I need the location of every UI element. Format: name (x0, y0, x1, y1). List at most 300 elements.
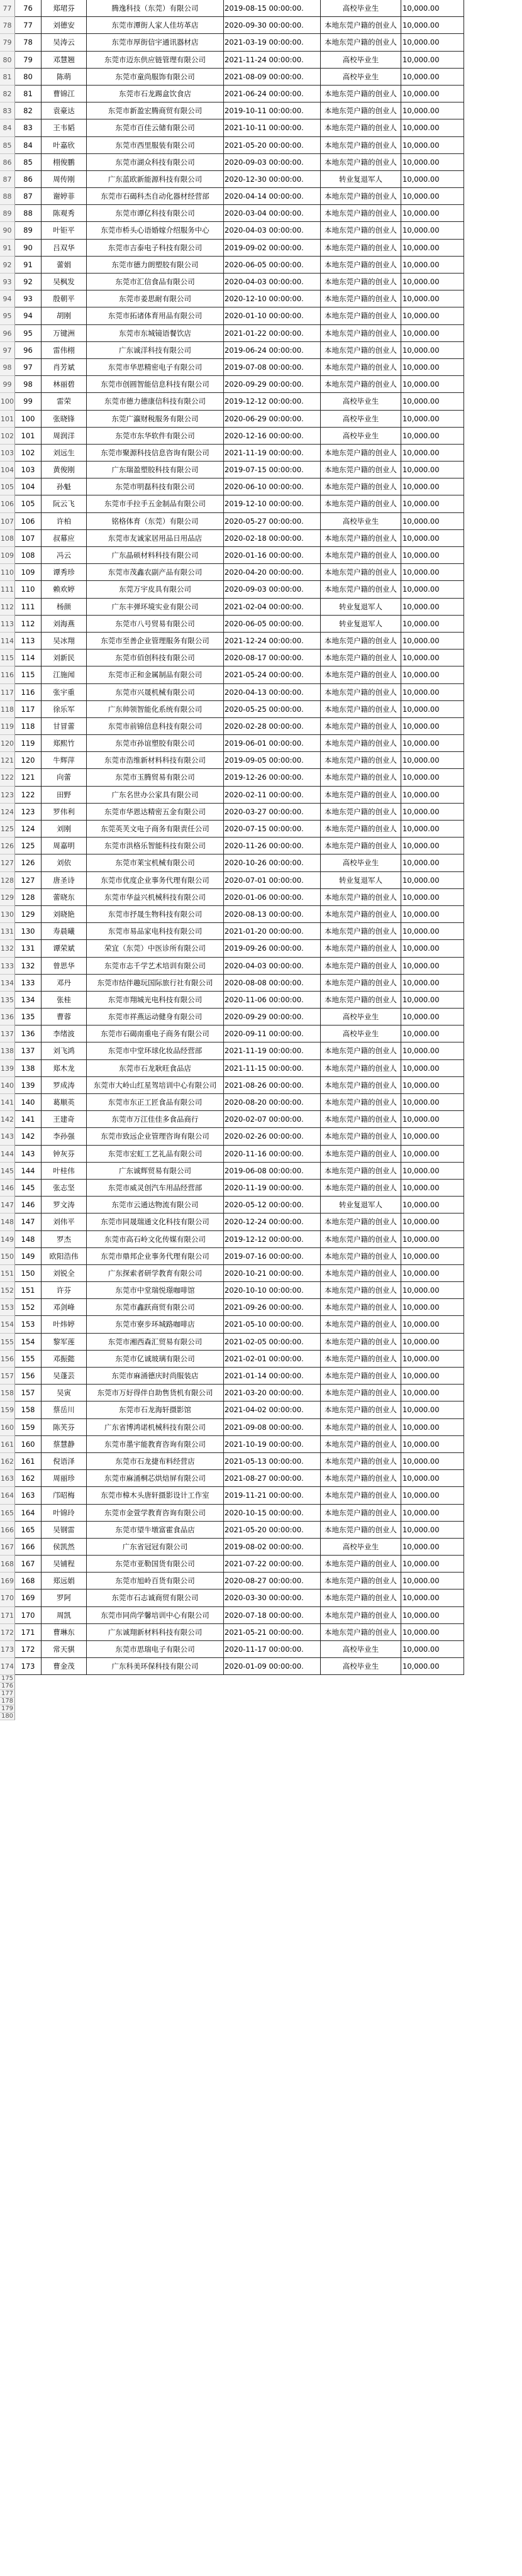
date-cell[interactable]: 2020-04-03 00:00:00. (224, 222, 321, 239)
sequence-cell[interactable]: 98 (15, 376, 42, 393)
row-number[interactable]: 107 (0, 513, 15, 530)
category-cell[interactable]: 转业复退军人 (321, 1197, 401, 1213)
sequence-cell[interactable]: 134 (15, 992, 42, 1009)
row-number[interactable]: 97 (0, 342, 15, 359)
row-number[interactable]: 116 (0, 666, 15, 683)
amount-cell[interactable]: 10,000.00 (401, 1470, 464, 1487)
sequence-cell[interactable]: 115 (15, 666, 42, 683)
company-cell[interactable]: 东莞市桥头心语婚嫁介绍服务中心 (87, 222, 224, 239)
sequence-cell[interactable]: 160 (15, 1436, 42, 1453)
amount-cell[interactable]: 10,000.00 (401, 205, 464, 222)
company-cell[interactable]: 东莞市麻涌德庆时尚服装店 (87, 1368, 224, 1385)
company-cell[interactable]: 东莞市佰创科技有限公司 (87, 650, 224, 666)
sequence-cell[interactable]: 163 (15, 1487, 42, 1504)
sequence-cell[interactable]: 156 (15, 1368, 42, 1385)
sequence-cell[interactable]: 158 (15, 1401, 42, 1418)
amount-cell[interactable]: 10,000.00 (401, 1573, 464, 1589)
date-cell[interactable]: 2020-03-27 00:00:00. (224, 804, 321, 821)
category-cell[interactable]: 高校毕业生 (321, 1009, 401, 1025)
name-cell[interactable]: 唐圣诗 (42, 872, 87, 889)
name-cell[interactable]: 刘晓艳 (42, 906, 87, 923)
row-number[interactable]: 78 (0, 17, 15, 34)
company-cell[interactable]: 腾逸科技（东莞）有限公司 (87, 0, 224, 17)
name-cell[interactable]: 吴铺程 (42, 1556, 87, 1573)
company-cell[interactable]: 东莞市石碣南重电子商务有限公司 (87, 1025, 224, 1042)
name-cell[interactable]: 杨颜 (42, 599, 87, 616)
amount-cell[interactable]: 10,000.00 (401, 307, 464, 324)
amount-cell[interactable]: 10,000.00 (401, 86, 464, 102)
row-number[interactable]: 103 (0, 445, 15, 462)
name-cell[interactable]: 蕾晓东 (42, 889, 87, 906)
row-number[interactable]: 150 (0, 1248, 15, 1265)
sequence-cell[interactable]: 101 (15, 428, 42, 445)
amount-cell[interactable]: 10,000.00 (401, 1265, 464, 1282)
category-cell[interactable]: 本地东莞户籍的创业人 (321, 975, 401, 992)
category-cell[interactable]: 本地东莞户籍的创业人 (321, 154, 401, 171)
amount-cell[interactable]: 10,000.00 (401, 1213, 464, 1230)
date-cell[interactable]: 2021-10-11 00:00:00. (224, 119, 321, 136)
company-cell[interactable]: 东莞市正和金属制品有限公司 (87, 666, 224, 683)
company-cell[interactable]: 广东蓝欧新能源科技有限公司 (87, 171, 224, 188)
sequence-cell[interactable]: 133 (15, 975, 42, 992)
name-cell[interactable]: 曹琳东 (42, 1624, 87, 1641)
company-cell[interactable]: 东莞市迈东供应链管理有限公司 (87, 52, 224, 69)
name-cell[interactable]: 袁豪达 (42, 102, 87, 119)
row-number[interactable]: 156 (0, 1351, 15, 1368)
name-cell[interactable]: 赖欢婷 (42, 581, 87, 598)
sequence-cell[interactable]: 81 (15, 86, 42, 102)
sequence-cell[interactable]: 116 (15, 684, 42, 701)
category-cell[interactable]: 本地东莞户籍的创业人 (321, 1368, 401, 1385)
category-cell[interactable]: 高校毕业生 (321, 1025, 401, 1042)
category-cell[interactable]: 本地东莞户籍的创业人 (321, 1248, 401, 1265)
row-number[interactable]: 125 (0, 821, 15, 837)
sequence-cell[interactable]: 126 (15, 854, 42, 871)
category-cell[interactable]: 本地东莞户籍的创业人 (321, 102, 401, 119)
company-cell[interactable]: 东莞市思瑞电子有限公司 (87, 1641, 224, 1658)
amount-cell[interactable]: 10,000.00 (401, 581, 464, 598)
date-cell[interactable]: 2021-12-24 00:00:00. (224, 633, 321, 650)
name-cell[interactable]: 欧阳浩伟 (42, 1248, 87, 1265)
category-cell[interactable]: 本地东莞户籍的创业人 (321, 837, 401, 854)
date-cell[interactable]: 2021-11-24 00:00:00. (224, 52, 321, 69)
company-cell[interactable]: 东莞市至善企业管理服务有限公司 (87, 633, 224, 650)
date-cell[interactable]: 2020-10-26 00:00:00. (224, 854, 321, 871)
amount-cell[interactable]: 10,000.00 (401, 769, 464, 786)
name-cell[interactable]: 张晓锋 (42, 411, 87, 428)
row-number[interactable]: 113 (0, 616, 15, 633)
name-cell[interactable]: 吴枫发 (42, 274, 87, 290)
row-number[interactable]: 174 (0, 1658, 15, 1675)
name-cell[interactable]: 吴寅 (42, 1385, 87, 1401)
date-cell[interactable]: 2021-11-15 00:00:00. (224, 1060, 321, 1077)
date-cell[interactable]: 2020-02-26 00:00:00. (224, 1128, 321, 1145)
amount-cell[interactable]: 10,000.00 (401, 1624, 464, 1641)
category-cell[interactable]: 本地东莞户籍的创业人 (321, 1094, 401, 1111)
date-cell[interactable]: 2021-02-04 00:00:00. (224, 599, 321, 616)
company-cell[interactable]: 东莞市茂鑫农副产品有限公司 (87, 564, 224, 581)
category-cell[interactable]: 本地东莞户籍的创业人 (321, 205, 401, 222)
name-cell[interactable]: 吴冰翔 (42, 633, 87, 650)
company-cell[interactable]: 东莞市亚勒国货有限公司 (87, 1556, 224, 1573)
amount-cell[interactable]: 10,000.00 (401, 325, 464, 342)
amount-cell[interactable]: 10,000.00 (401, 940, 464, 957)
company-cell[interactable]: 东莞市湘西森汇贸易有限公司 (87, 1334, 224, 1351)
company-cell[interactable]: 东莞市前锦信息科技有限公司 (87, 718, 224, 735)
row-number[interactable]: 149 (0, 1231, 15, 1248)
amount-cell[interactable]: 10,000.00 (401, 393, 464, 410)
name-cell[interactable]: 李绪波 (42, 1025, 87, 1042)
amount-cell[interactable]: 10,000.00 (401, 837, 464, 854)
name-cell[interactable]: 殷朝平 (42, 290, 87, 307)
date-cell[interactable]: 2021-04-02 00:00:00. (224, 1401, 321, 1418)
category-cell[interactable]: 转业复退军人 (321, 599, 401, 616)
date-cell[interactable]: 2021-01-22 00:00:00. (224, 325, 321, 342)
name-cell[interactable]: 叶锦玲 (42, 1505, 87, 1522)
category-cell[interactable]: 高校毕业生 (321, 52, 401, 69)
amount-cell[interactable]: 10,000.00 (401, 616, 464, 633)
row-number[interactable]: 87 (0, 171, 15, 188)
row-number[interactable]: 147 (0, 1197, 15, 1213)
amount-cell[interactable]: 10,000.00 (401, 1607, 464, 1624)
sequence-cell[interactable]: 117 (15, 701, 42, 718)
sequence-cell[interactable]: 85 (15, 154, 42, 171)
date-cell[interactable]: 2020-09-03 00:00:00. (224, 154, 321, 171)
amount-cell[interactable]: 10,000.00 (401, 889, 464, 906)
category-cell[interactable]: 本地东莞户籍的创业人 (321, 958, 401, 975)
company-cell[interactable]: 东莞市手拉手五金制品有限公司 (87, 495, 224, 512)
row-number[interactable]: 102 (0, 428, 15, 445)
amount-cell[interactable]: 10,000.00 (401, 530, 464, 547)
row-number[interactable]: 101 (0, 411, 15, 428)
date-cell[interactable]: 2021-08-26 00:00:00. (224, 1077, 321, 1094)
category-cell[interactable]: 本地东莞户籍的创业人 (321, 290, 401, 307)
sequence-cell[interactable]: 125 (15, 837, 42, 854)
row-number[interactable]: 115 (0, 650, 15, 666)
name-cell[interactable]: 侯凯然 (42, 1539, 87, 1556)
date-cell[interactable]: 2020-01-06 00:00:00. (224, 889, 321, 906)
sequence-cell[interactable]: 159 (15, 1419, 42, 1436)
company-cell[interactable]: 东莞市中堂环球化妆品经营部 (87, 1042, 224, 1059)
row-number[interactable]: 85 (0, 137, 15, 154)
sequence-cell[interactable]: 155 (15, 1351, 42, 1368)
amount-cell[interactable]: 10,000.00 (401, 1453, 464, 1470)
sequence-cell[interactable]: 124 (15, 821, 42, 837)
sequence-cell[interactable]: 144 (15, 1163, 42, 1180)
row-number[interactable]: 129 (0, 889, 15, 906)
name-cell[interactable]: 谢婷菲 (42, 188, 87, 205)
date-cell[interactable]: 2020-04-14 00:00:00. (224, 188, 321, 205)
company-cell[interactable]: 东莞市同晟瑞通文化科技有限公司 (87, 1213, 224, 1230)
category-cell[interactable]: 本地东莞户籍的创业人 (321, 445, 401, 462)
company-cell[interactable]: 东莞市樟木头唐轩摄影设计工作室 (87, 1487, 224, 1504)
company-cell[interactable]: 东莞市八号贸易有限公司 (87, 616, 224, 633)
date-cell[interactable]: 2019-12-10 00:00:00. (224, 495, 321, 512)
company-cell[interactable]: 广东晶硕材料科技有限公司 (87, 547, 224, 564)
sequence-cell[interactable]: 97 (15, 359, 42, 376)
name-cell[interactable]: 寿晨曦 (42, 923, 87, 940)
category-cell[interactable]: 本地东莞户籍的创业人 (321, 1351, 401, 1368)
date-cell[interactable]: 2020-09-29 00:00:00. (224, 376, 321, 393)
company-cell[interactable]: 广东科美环保科技有限公司 (87, 1658, 224, 1675)
row-number[interactable]: 96 (0, 325, 15, 342)
row-number[interactable]: 100 (0, 393, 15, 410)
date-cell[interactable]: 2020-12-24 00:00:00. (224, 1213, 321, 1230)
date-cell[interactable]: 2020-04-03 00:00:00. (224, 274, 321, 290)
sequence-cell[interactable]: 173 (15, 1658, 42, 1675)
amount-cell[interactable]: 10,000.00 (401, 1658, 464, 1675)
company-cell[interactable]: 东莞市新盈宏腾商贸有限公司 (87, 102, 224, 119)
amount-cell[interactable]: 10,000.00 (401, 69, 464, 86)
amount-cell[interactable]: 10,000.00 (401, 1025, 464, 1042)
sequence-cell[interactable]: 77 (15, 17, 42, 34)
sequence-cell[interactable]: 131 (15, 940, 42, 957)
company-cell[interactable]: 东莞市亿诚玻璃有限公司 (87, 1351, 224, 1368)
company-cell[interactable]: 东莞市潭街人家人佳坊革店 (87, 17, 224, 34)
date-cell[interactable]: 2020-09-29 00:00:00. (224, 1009, 321, 1025)
row-number[interactable]: 135 (0, 992, 15, 1009)
date-cell[interactable]: 2020-10-21 00:00:00. (224, 1265, 321, 1282)
name-cell[interactable]: 吴蓬芸 (42, 1368, 87, 1385)
category-cell[interactable]: 本地东莞户籍的创业人 (321, 1556, 401, 1573)
name-cell[interactable]: 罗阿 (42, 1589, 87, 1606)
amount-cell[interactable]: 10,000.00 (401, 188, 464, 205)
name-cell[interactable]: 叶嘉欣 (42, 137, 87, 154)
name-cell[interactable]: 常天骐 (42, 1641, 87, 1658)
amount-cell[interactable]: 10,000.00 (401, 428, 464, 445)
amount-cell[interactable]: 10,000.00 (401, 1180, 464, 1197)
company-cell[interactable]: 东莞英芙文电子商务有限责任公司 (87, 821, 224, 837)
category-cell[interactable]: 本地东莞户籍的创业人 (321, 684, 401, 701)
amount-cell[interactable]: 10,000.00 (401, 735, 464, 752)
row-number[interactable]: 170 (0, 1589, 15, 1606)
date-cell[interactable]: 2019-10-11 00:00:00. (224, 102, 321, 119)
date-cell[interactable]: 2020-11-16 00:00:00. (224, 1146, 321, 1163)
category-cell[interactable]: 本地东莞户籍的创业人 (321, 1470, 401, 1487)
row-number[interactable]: 105 (0, 478, 15, 495)
amount-cell[interactable]: 10,000.00 (401, 1505, 464, 1522)
date-cell[interactable]: 2019-09-02 00:00:00. (224, 240, 321, 257)
amount-cell[interactable]: 10,000.00 (401, 495, 464, 512)
row-number[interactable]: 162 (0, 1453, 15, 1470)
sequence-cell[interactable]: 168 (15, 1573, 42, 1589)
row-number[interactable]: 114 (0, 633, 15, 650)
category-cell[interactable]: 本地东莞户籍的创业人 (321, 1299, 401, 1316)
row-number[interactable]: 81 (0, 69, 15, 86)
row-number[interactable]: 99 (0, 376, 15, 393)
date-cell[interactable]: 2021-09-26 00:00:00. (224, 1299, 321, 1316)
company-cell[interactable]: 东莞广瀛财税服务有限公司 (87, 411, 224, 428)
row-number[interactable]: 158 (0, 1385, 15, 1401)
name-cell[interactable]: 郑远娟 (42, 1573, 87, 1589)
amount-cell[interactable]: 10,000.00 (401, 1077, 464, 1094)
category-cell[interactable]: 本地东莞户籍的创业人 (321, 257, 401, 274)
category-cell[interactable]: 本地东莞户籍的创业人 (321, 650, 401, 666)
name-cell[interactable]: 钟灰芬 (42, 1146, 87, 1163)
date-cell[interactable]: 2020-01-09 00:00:00. (224, 1658, 321, 1675)
category-cell[interactable]: 本地东莞户籍的创业人 (321, 547, 401, 564)
category-cell[interactable]: 本地东莞户籍的创业人 (321, 1316, 401, 1333)
sequence-cell[interactable]: 76 (15, 0, 42, 17)
category-cell[interactable]: 本地东莞户籍的创业人 (321, 735, 401, 752)
sequence-cell[interactable]: 109 (15, 564, 42, 581)
row-number[interactable]: 92 (0, 257, 15, 274)
company-cell[interactable]: 东莞市谭亿科技有限公司 (87, 205, 224, 222)
date-cell[interactable]: 2021-02-01 00:00:00. (224, 1351, 321, 1368)
sequence-cell[interactable]: 130 (15, 923, 42, 940)
amount-cell[interactable]: 10,000.00 (401, 1641, 464, 1658)
name-cell[interactable]: 郑熙竹 (42, 735, 87, 752)
date-cell[interactable]: 2021-07-22 00:00:00. (224, 1556, 321, 1573)
category-cell[interactable]: 本地东莞户籍的创业人 (321, 1522, 401, 1539)
sequence-cell[interactable]: 166 (15, 1539, 42, 1556)
sequence-cell[interactable]: 113 (15, 633, 42, 650)
amount-cell[interactable]: 10,000.00 (401, 1094, 464, 1111)
row-number[interactable]: 140 (0, 1077, 15, 1094)
company-cell[interactable]: 广东帅领智能化系统有限公司 (87, 701, 224, 718)
sequence-cell[interactable]: 86 (15, 171, 42, 188)
row-number[interactable]: 124 (0, 804, 15, 821)
category-cell[interactable]: 本地东莞户籍的创业人 (321, 86, 401, 102)
row-number[interactable]: 157 (0, 1368, 15, 1385)
amount-cell[interactable]: 10,000.00 (401, 462, 464, 478)
date-cell[interactable]: 2019-09-05 00:00:00. (224, 752, 321, 769)
sequence-cell[interactable]: 127 (15, 872, 42, 889)
amount-cell[interactable]: 10,000.00 (401, 923, 464, 940)
amount-cell[interactable]: 10,000.00 (401, 1146, 464, 1163)
row-number[interactable]: 141 (0, 1094, 15, 1111)
category-cell[interactable]: 高校毕业生 (321, 411, 401, 428)
name-cell[interactable]: 牛辉萍 (42, 752, 87, 769)
date-cell[interactable]: 2019-08-15 00:00:00. (224, 0, 321, 17)
sequence-cell[interactable]: 146 (15, 1197, 42, 1213)
amount-cell[interactable]: 10,000.00 (401, 222, 464, 239)
amount-cell[interactable]: 10,000.00 (401, 1128, 464, 1145)
company-cell[interactable]: 东莞市志千学艺术培训有限公司 (87, 958, 224, 975)
sequence-cell[interactable]: 152 (15, 1299, 42, 1316)
category-cell[interactable]: 本地东莞户籍的创业人 (321, 906, 401, 923)
name-cell[interactable]: 李孙强 (42, 1128, 87, 1145)
date-cell[interactable]: 2021-11-19 00:00:00. (224, 445, 321, 462)
name-cell[interactable]: 陈芙芬 (42, 1419, 87, 1436)
date-cell[interactable]: 2020-02-07 00:00:00. (224, 1111, 321, 1128)
category-cell[interactable]: 高校毕业生 (321, 69, 401, 86)
amount-cell[interactable]: 10,000.00 (401, 154, 464, 171)
name-cell[interactable]: 罗伟利 (42, 804, 87, 821)
sequence-cell[interactable]: 171 (15, 1624, 42, 1641)
company-cell[interactable]: 东莞市翔城光电科技有限公司 (87, 992, 224, 1009)
category-cell[interactable]: 转业复退军人 (321, 872, 401, 889)
category-cell[interactable]: 本地东莞户籍的创业人 (321, 1607, 401, 1624)
date-cell[interactable]: 2020-08-17 00:00:00. (224, 650, 321, 666)
category-cell[interactable]: 本地东莞户籍的创业人 (321, 188, 401, 205)
sequence-cell[interactable]: 100 (15, 411, 42, 428)
row-number[interactable]: 173 (0, 1641, 15, 1658)
row-number[interactable]: 110 (0, 564, 15, 581)
amount-cell[interactable]: 10,000.00 (401, 34, 464, 51)
company-cell[interactable]: 东莞市西里服装有限公司 (87, 137, 224, 154)
company-cell[interactable]: 东莞市云通达物流有限公司 (87, 1197, 224, 1213)
name-cell[interactable]: 雷荣 (42, 393, 87, 410)
sequence-cell[interactable]: 150 (15, 1265, 42, 1282)
company-cell[interactable]: 东莞市东华软件有限公司 (87, 428, 224, 445)
row-number[interactable]: 148 (0, 1213, 15, 1230)
company-cell[interactable]: 东莞市鑫跃商贸有限公司 (87, 1299, 224, 1316)
name-cell[interactable]: 黎军莲 (42, 1334, 87, 1351)
sequence-cell[interactable]: 149 (15, 1248, 42, 1265)
company-cell[interactable]: 东莞市寮步环城路咖啡店 (87, 1316, 224, 1333)
amount-cell[interactable]: 10,000.00 (401, 1282, 464, 1299)
date-cell[interactable]: 2020-11-06 00:00:00. (224, 992, 321, 1009)
name-cell[interactable]: 张志坚 (42, 1180, 87, 1197)
company-cell[interactable]: 东莞市厚街信宇通讯器材店 (87, 34, 224, 51)
sequence-cell[interactable]: 106 (15, 513, 42, 530)
row-number[interactable]: 94 (0, 290, 15, 307)
category-cell[interactable]: 高校毕业生 (321, 513, 401, 530)
row-number[interactable]: 84 (0, 119, 15, 136)
row-number[interactable]: 153 (0, 1299, 15, 1316)
sequence-cell[interactable]: 84 (15, 137, 42, 154)
amount-cell[interactable]: 10,000.00 (401, 1419, 464, 1436)
date-cell[interactable]: 2020-06-10 00:00:00. (224, 478, 321, 495)
company-cell[interactable]: 东莞市旭岭百货有限公司 (87, 1573, 224, 1589)
date-cell[interactable]: 2021-05-24 00:00:00. (224, 666, 321, 683)
date-cell[interactable]: 2019-06-24 00:00:00. (224, 342, 321, 359)
amount-cell[interactable]: 10,000.00 (401, 1111, 464, 1128)
category-cell[interactable]: 本地东莞户籍的创业人 (321, 1180, 401, 1197)
sequence-cell[interactable]: 111 (15, 599, 42, 616)
company-cell[interactable]: 东莞市友诚家居用品日用品店 (87, 530, 224, 547)
date-cell[interactable]: 2021-08-09 00:00:00. (224, 69, 321, 86)
amount-cell[interactable]: 10,000.00 (401, 1487, 464, 1504)
amount-cell[interactable]: 10,000.00 (401, 376, 464, 393)
row-number[interactable]: 126 (0, 837, 15, 854)
date-cell[interactable]: 2019-06-01 00:00:00. (224, 735, 321, 752)
date-cell[interactable]: 2021-05-10 00:00:00. (224, 1316, 321, 1333)
name-cell[interactable]: 周润洋 (42, 428, 87, 445)
name-cell[interactable]: 冯云 (42, 547, 87, 564)
company-cell[interactable]: 东莞市湖众科技有限公司 (87, 154, 224, 171)
amount-cell[interactable]: 10,000.00 (401, 1060, 464, 1077)
date-cell[interactable]: 2021-01-14 00:00:00. (224, 1368, 321, 1385)
category-cell[interactable]: 转业复退军人 (321, 171, 401, 188)
row-number[interactable]: 165 (0, 1505, 15, 1522)
company-cell[interactable]: 东莞市万江佳佳多食品商行 (87, 1111, 224, 1128)
row-number[interactable]: 93 (0, 274, 15, 290)
name-cell[interactable]: 叶炜婷 (42, 1316, 87, 1333)
name-cell[interactable]: 周凯 (42, 1607, 87, 1624)
company-cell[interactable]: 东莞市结伴趣玩国际旅行社有限公司 (87, 975, 224, 992)
date-cell[interactable]: 2019-12-12 00:00:00. (224, 393, 321, 410)
date-cell[interactable]: 2021-11-19 00:00:00. (224, 1042, 321, 1059)
amount-cell[interactable]: 10,000.00 (401, 872, 464, 889)
name-cell[interactable]: 刘德安 (42, 17, 87, 34)
sequence-cell[interactable]: 96 (15, 342, 42, 359)
category-cell[interactable]: 本地东莞户籍的创业人 (321, 1436, 401, 1453)
name-cell[interactable]: 叔幕应 (42, 530, 87, 547)
company-cell[interactable]: 东莞市东城镜语餐饮店 (87, 325, 224, 342)
category-cell[interactable]: 高校毕业生 (321, 1658, 401, 1675)
date-cell[interactable]: 2020-08-08 00:00:00. (224, 975, 321, 992)
category-cell[interactable]: 本地东莞户籍的创业人 (321, 222, 401, 239)
category-cell[interactable]: 本地东莞户籍的创业人 (321, 564, 401, 581)
amount-cell[interactable]: 10,000.00 (401, 1197, 464, 1213)
amount-cell[interactable]: 10,000.00 (401, 445, 464, 462)
row-number[interactable]: 166 (0, 1522, 15, 1539)
sequence-cell[interactable]: 153 (15, 1316, 42, 1333)
category-cell[interactable]: 本地东莞户籍的创业人 (321, 530, 401, 547)
date-cell[interactable]: 2019-07-16 00:00:00. (224, 1248, 321, 1265)
